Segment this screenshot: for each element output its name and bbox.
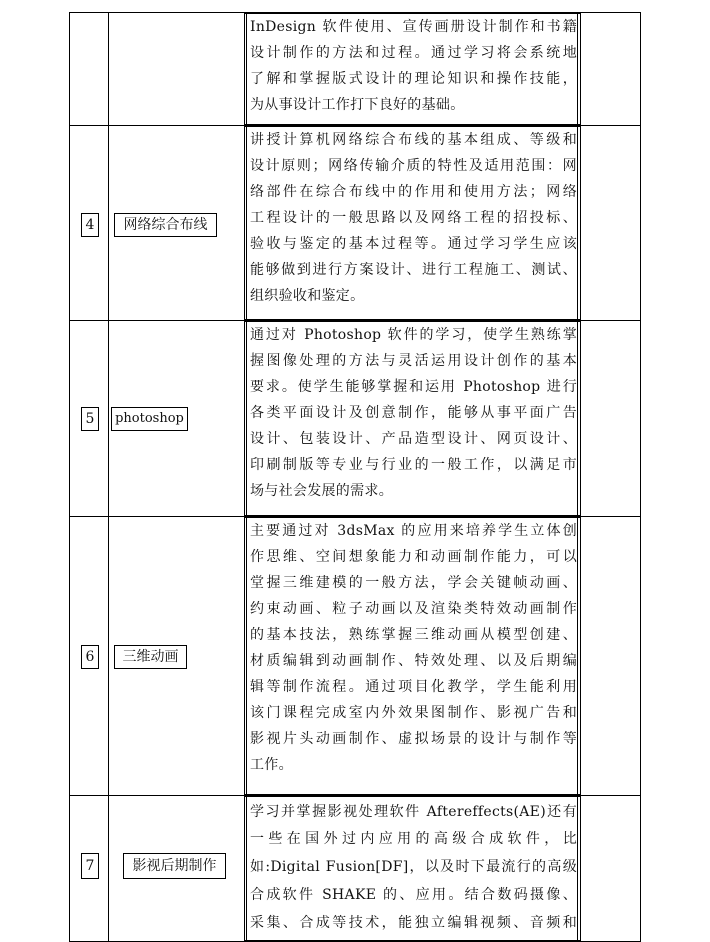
column-divider [108,126,109,320]
description-line: 印刷制版等专业与行业的一般工作，以满足市 [250,457,577,473]
description-line: 讲授计算机网络综合布线的基本组成、等级和 [250,132,577,148]
description-line: 络部件在综合布线中的作用和使用方法；网络 [250,184,577,200]
description-line: 辑等制作流程。通过项目化教学，学生能利用 [250,679,577,695]
description-line: 主要通过对 3dsMax 的应用来培养学生立体创 [250,523,577,539]
description-line: 设计制作的方法和过程。通过学习将会系统地 [250,45,577,61]
course-description [246,126,578,320]
course-name: photoshop [111,407,188,431]
table-row [70,126,640,321]
description-line: 能够做到进行方案设计、进行工程施工、测试、 [250,262,577,278]
course-description [246,517,578,795]
course-name: 三维动画 [114,645,187,669]
course-number: 6 [81,645,99,669]
description-line: 为从事设计工作打下良好的基础。 [250,97,465,113]
description-line: 合成软件 SHAKE 的、应用。结合数码摄像、 [250,887,577,903]
course-number: 5 [81,407,99,431]
column-divider [108,517,109,795]
description-line: 设计原则；网络传输介质的特性及适用范围：网 [250,158,577,174]
course-number: 4 [81,213,99,237]
course-description [246,321,578,516]
column-divider [108,321,109,516]
description-line: 验收与鉴定的基本过程等。通过学习学生应该 [250,236,577,252]
description-line: 握图像处理的方法与灵活运用设计创作的基本 [250,353,577,369]
description-line: 约束动画、粒子动画以及渲染类特效动画制作 [250,601,577,617]
description-line: 一些在国外过内应用的高级合成软件，比 [250,831,577,847]
description-line: 了解和掌握版式设计的理论知识和操作技能， [250,71,577,87]
description-line: 要求。使学生能够掌握和运用 Photoshop 进行 [250,379,577,395]
description-line: 材质编辑到动画制作、特效处理、以及后期编 [250,653,577,669]
description-line: 堂握三维建模的一般方法，学会关键帧动画、 [250,575,577,591]
course-description [246,13,578,125]
description-line: 通过对 Photoshop 软件的学习，使学生熟练掌 [250,327,577,343]
description-line: 作思维、空间想象能力和动画制作能力，可以 [250,549,577,565]
description-line: 如:Digital Fusion[DF]，以及时下最流行的高级 [250,859,577,875]
course-number: 7 [81,853,99,879]
course-name: 影视后期制作 [123,853,226,879]
description-line: 场与社会发展的需求。 [250,483,393,499]
description-line: 设计、包装设计、产品造型设计、网页设计、 [250,431,577,447]
description-line: InDesign 软件使用、宣传画册设计制作和书籍 [250,19,577,35]
table-row [70,517,640,796]
column-divider [108,13,109,125]
description-line: 学习并掌握影视处理软件 Aftereffects(AE)还有 [250,804,577,820]
description-line: 采集、合成等技术，能独立编辑视频、音频和 [250,915,577,931]
description-line: 组织验收和鉴定。 [250,288,365,304]
course-table [69,12,641,942]
description-line: 影视片头动画制作、虚拟场景的设计与制作等 [250,731,577,747]
description-line: 的基本技法，熟练掌握三维动画从模型创建、 [250,627,577,643]
table-row [70,321,640,517]
description-line: 各类平面设计及创意制作，能够从事平面广告 [250,405,577,421]
description-line: 工程设计的一般思路以及网络工程的招投标、 [250,210,577,226]
description-line: 该门课程完成室内外效果图制作、影视广告和 [250,705,577,721]
course-name: 网络综合布线 [114,213,217,237]
column-divider [108,796,109,941]
description-line: 工作。 [250,757,293,773]
course-description [246,796,578,941]
table-row [70,13,640,126]
table-row [70,796,640,942]
